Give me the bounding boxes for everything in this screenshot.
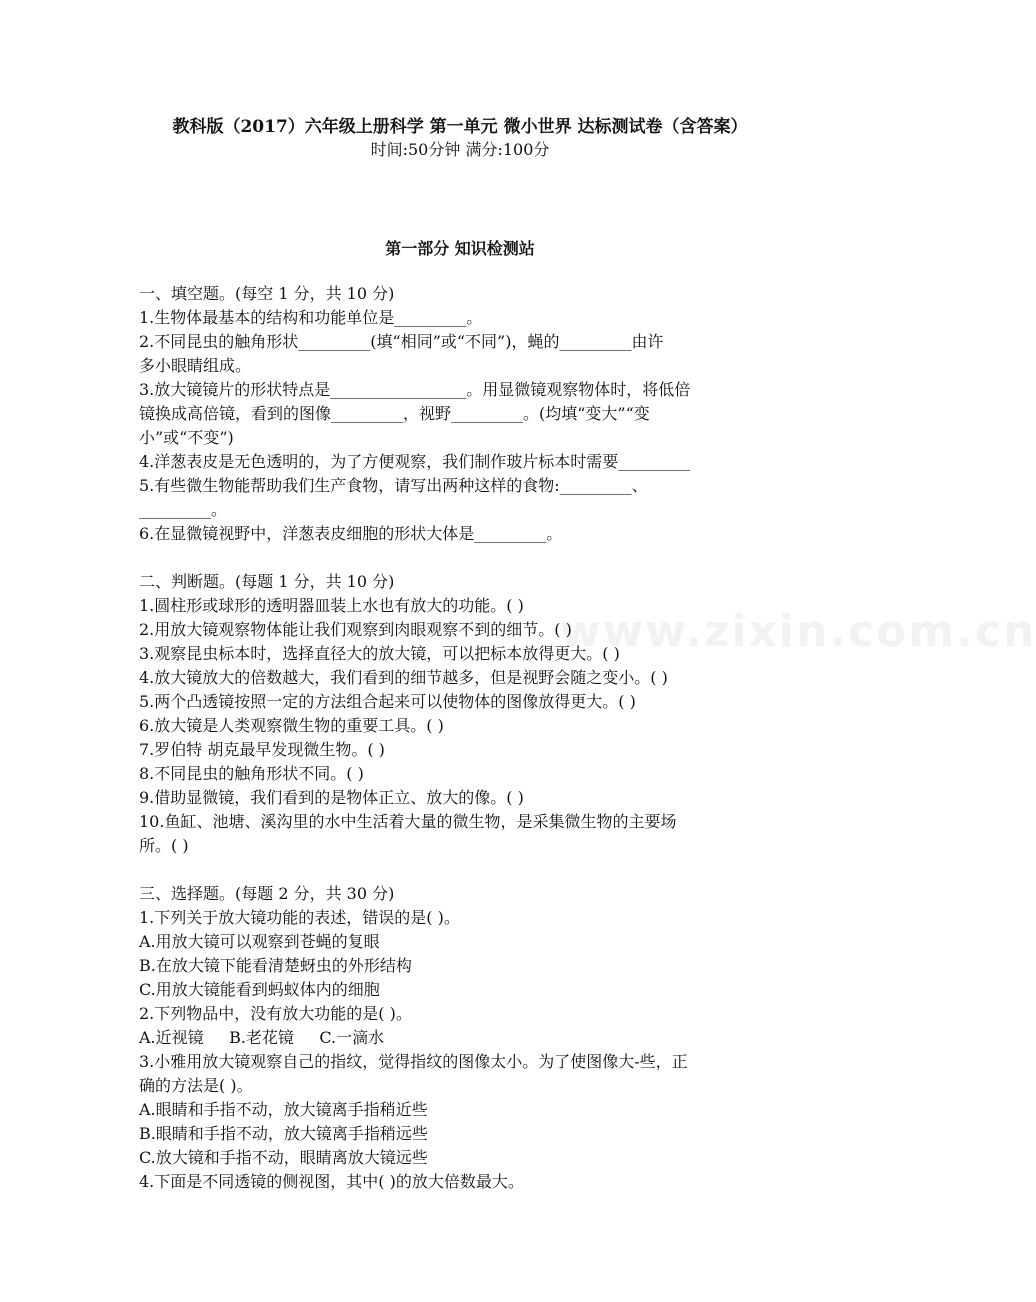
question-line: 9.借助显微镜，我们看到的是物体正立、放大的像。( )	[139, 788, 524, 807]
question-line: 6.放大镜是人类观察微生物的重要工具。( )	[139, 716, 444, 735]
option-line: A.用放大镜可以观察到苍蝇的复眼	[139, 932, 380, 951]
option-line: C.放大镜和手指不动，眼睛离放大镜远些	[139, 1148, 428, 1167]
option-line: B.在放大镜下能看清楚蚜虫的外形结构	[139, 956, 412, 975]
question-line: 4.放大镜放大的倍数越大，我们看到的细节越多，但是视野会随之变小。( )	[139, 668, 668, 687]
option-line: A.近视镜 B.老花镜 C.一滴水	[139, 1028, 385, 1047]
question-line: 4.洋葱表皮是无色透明的，为了方便观察，我们制作玻片标本时需要_________	[139, 452, 691, 471]
question-line: 5.有些微生物能帮助我们生产食物，请写出两种这样的食物:_________、	[139, 476, 648, 495]
question-line: 8.不同昆虫的触角形状不同。( )	[139, 764, 364, 783]
document-title: 教科版（2017）六年级上册科学 第一单元 微小世界 达标测试卷（含答案）	[172, 117, 748, 137]
watermark: www.zixin.com.cn	[560, 606, 1036, 657]
question-line: 2.不同昆虫的触角形状_________(填“相同”或“不同”)，蝇的_________由许	[139, 332, 664, 351]
question-line: 2.下列物品中，没有放大功能的是( )。	[139, 1004, 412, 1023]
question-line: 10.鱼缸、池塘、溪沟里的水中生活着大量的微生物，是采集微生物的主要场	[139, 812, 677, 831]
question-line: 小”或“不变”)	[139, 428, 234, 447]
question-line: 1.生物体最基本的结构和功能单位是_________。	[139, 308, 483, 327]
section-heading: 二、判断题。(每题 1 分，共 10 分)	[139, 572, 395, 591]
section-fill-blank	[139, 282, 779, 546]
option-line: C.用放大镜能看到蚂蚁体内的细胞	[139, 980, 380, 999]
question-line: 3.放大镜镜片的形状特点是_________________。用显微镜观察物体时，将低倍	[139, 380, 691, 399]
question-line: 镜换成高倍镜，看到的图像_________，视野_________。(均填“变大”“变	[139, 404, 650, 423]
question-line: 所。( )	[139, 836, 189, 855]
question-line: 6.在显微镜视野中，洋葱表皮细胞的形状大体是_________。	[139, 524, 563, 543]
option-line: B.眼睛和手指不动，放大镜离手指稍远些	[139, 1124, 428, 1143]
section-heading: 一、填空题。(每空 1 分，共 10 分)	[139, 284, 395, 303]
section-heading: 三、选择题。(每题 2 分，共 30 分)	[139, 884, 395, 903]
question-line: 1.圆柱形或球形的透明器皿装上水也有放大的功能。( )	[139, 596, 524, 615]
option-line: A.眼睛和手指不动，放大镜离手指稍近些	[139, 1100, 428, 1119]
document-subtitle: 时间:50分钟 满分:100分	[370, 140, 550, 159]
section-spacer	[139, 546, 779, 570]
exam-content	[139, 282, 779, 1194]
section-choice	[139, 882, 779, 1194]
question-line: 1.下列关于放大镜功能的表述，错误的是( )。	[139, 908, 460, 927]
question-line: 3.小雅用放大镜观察自己的指纹，觉得指纹的图像太小。为了使图像大-些，正	[139, 1052, 688, 1071]
question-line: 3.观察昆虫标本时，选择直径大的放大镜，可以把标本放得更大。( )	[139, 644, 620, 663]
question-line: 2.用放大镜观察物体能让我们观察到肉眼观察不到的细节。( )	[139, 620, 572, 639]
section-spacer	[139, 858, 779, 882]
section-true-false	[139, 570, 779, 858]
question-line: 确的方法是( )。	[139, 1076, 253, 1095]
question-line: _________。	[139, 500, 228, 519]
question-line: 4.下面是不同透镜的侧视图，其中( )的放大倍数最大。	[139, 1172, 524, 1191]
question-line: 5.两个凸透镜按照一定的方法组合起来可以使物体的图像放得更大。( )	[139, 692, 636, 711]
part-heading: 第一部分 知识检测站	[385, 239, 535, 258]
question-line: 7.罗伯特 胡克最早发现微生物。( )	[139, 740, 385, 759]
question-line: 多小眼睛组成。	[139, 356, 252, 375]
